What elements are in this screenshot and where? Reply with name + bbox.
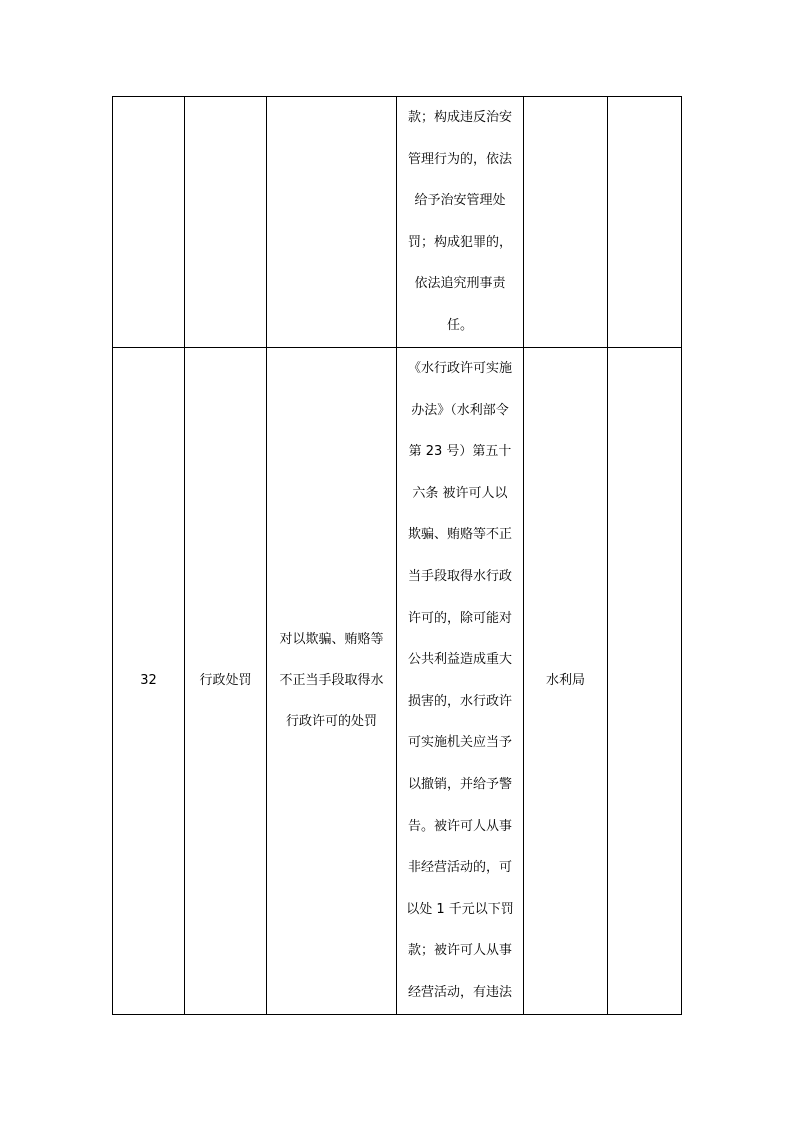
remark-cell: [608, 348, 682, 1015]
behavior-cell: [267, 97, 397, 348]
basis-line: 许可的，除可能对: [407, 610, 512, 626]
basis-line: 非经营活动的，可: [407, 860, 512, 876]
basis-line: 款；构成违反治安: [407, 110, 512, 125]
number-cell: 32: [113, 348, 185, 1015]
basis-line: 《水行政许可实施: [407, 361, 512, 376]
basis-line: 罚；构成犯罪的，: [407, 234, 512, 250]
table-row: [113, 97, 682, 348]
basis-line: 经营活动，有违法: [407, 984, 512, 1000]
basis-line: 依法追究刑事责: [414, 276, 506, 292]
basis-line: 当手段取得水行政: [407, 568, 512, 584]
category-cell: 行政处罚: [185, 348, 267, 1015]
basis-line: 可实施机关应当予: [407, 735, 512, 751]
basis-line: 款；被许可人从事: [407, 943, 512, 959]
table-row: [113, 348, 682, 1015]
basis-line: 欺骗、贿赂等不正: [407, 527, 512, 543]
basis-line: 以处 1 千元以下罚: [406, 901, 514, 917]
basis-line: 告。被许可人从事: [407, 818, 512, 834]
basis-line: 损害的，水行政许: [407, 693, 512, 709]
department-cell: 水利局: [524, 348, 608, 1015]
basis-line: 办法》（水利部令: [411, 402, 509, 418]
department-cell: [524, 97, 608, 348]
basis-line: 任。: [446, 317, 473, 333]
basis-line: 第 23 号）第五十: [408, 444, 512, 460]
number-cell: [113, 97, 185, 348]
basis-line: 以撤销，并给予警: [407, 776, 512, 792]
basis-line: 六条 被许可人以: [412, 485, 508, 501]
remark-cell: [608, 97, 682, 348]
legal-basis-cell: [397, 348, 524, 1015]
power-list-table: [112, 96, 682, 1015]
basis-line: 给予治安管理处: [414, 193, 506, 209]
behavior-line: 对以欺骗、贿赂等: [279, 632, 384, 648]
behavior-line: 行政许可的处罚: [285, 714, 377, 730]
behavior-line: 不正当手段取得水: [279, 673, 384, 689]
category-cell: [185, 97, 267, 348]
basis-line: 管理行为的，依法: [407, 151, 512, 167]
behavior-cell: [267, 348, 397, 1015]
basis-line: 公共利益造成重大: [407, 652, 512, 668]
legal-basis-cell: [397, 97, 524, 348]
